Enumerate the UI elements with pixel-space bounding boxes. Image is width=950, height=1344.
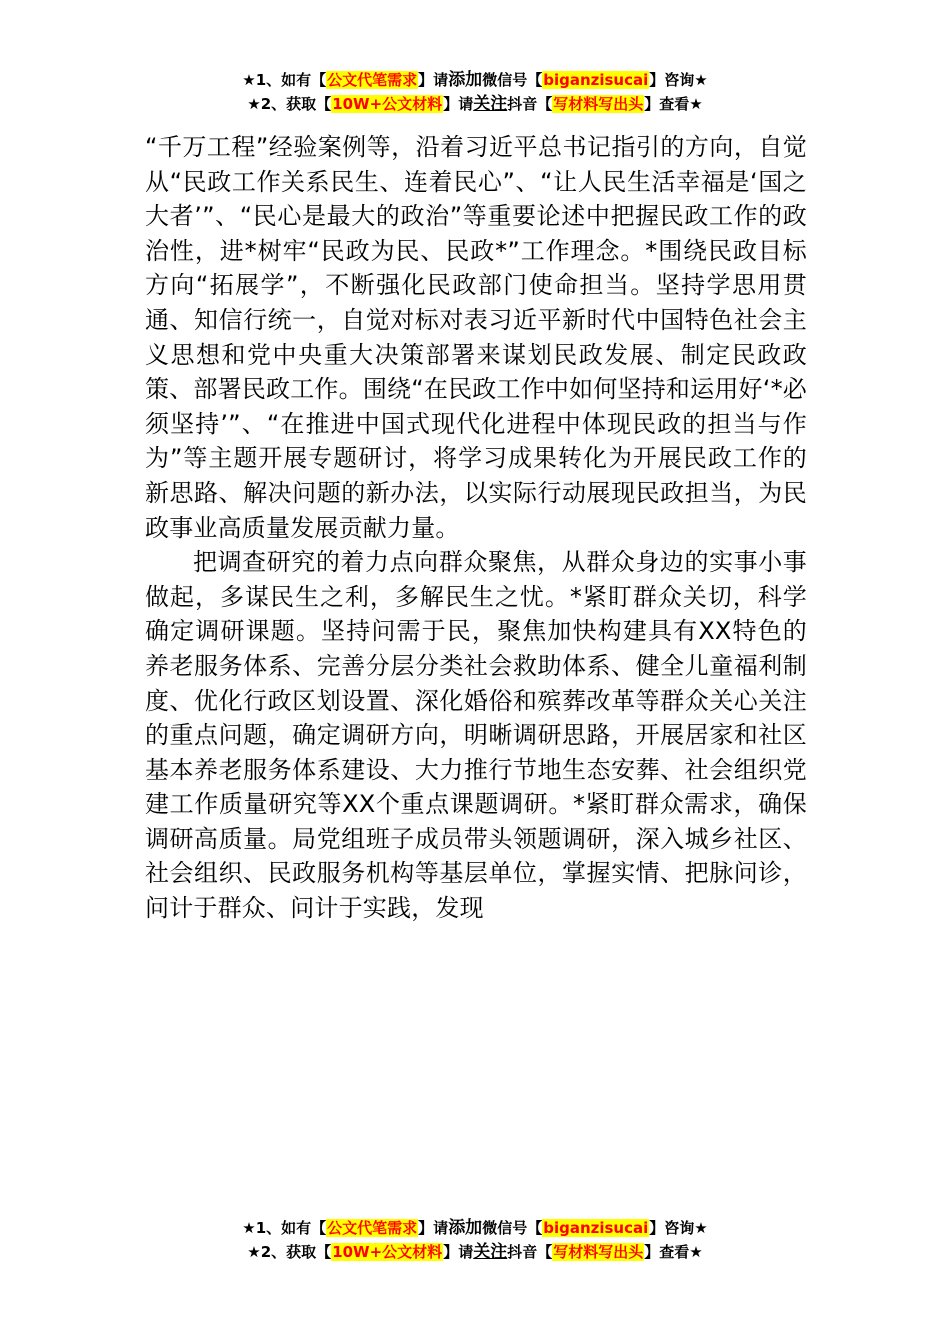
promo-highlight-wechat-id: biganzisucai [543,71,649,89]
promo-line-2 [0,1240,950,1264]
promo-emphasis: 关注 [473,1242,508,1262]
promo-highlight-materials: 10W+公文材料 [332,95,443,113]
promo-text: 微信号【 [482,71,543,89]
promo-emphasis: 添加 [448,70,483,90]
promo-text: 】请 [418,71,449,89]
document-body [145,130,807,926]
promo-prefix: ★1、如有【 [242,71,327,89]
promo-prefix: ★2、获取【 [247,1243,332,1261]
promo-emphasis: 添加 [448,1218,483,1238]
promo-highlight-service: 公文代笔需求 [327,1219,418,1237]
promo-text: 】请 [443,95,474,113]
promo-emphasis: 关注 [473,94,508,114]
footer-promo-banner [0,1216,950,1264]
promo-highlight-materials: 10W+公文材料 [332,1243,443,1261]
promo-text: 抖音【 [507,95,553,113]
promo-text: 】请 [418,1219,449,1237]
promo-suffix: 】咨询★ [649,1219,708,1237]
promo-line-1 [0,1216,950,1240]
promo-line-2 [0,92,950,116]
promo-prefix: ★1、如有【 [242,1219,327,1237]
promo-suffix: 】咨询★ [649,71,708,89]
promo-text: 抖音【 [507,1243,553,1261]
body-paragraph-1: “千万工程”经验案例等，沿着习近平总书记指引的方向，自觉从“民政工作关系民生、连着民心”、“让人民生活幸福是‘国之大者’”、“民心是最大的政治”等重要论述中把握民政工作的政治性，进*树牢“民政为民、民政*”工作理念。*围绕民政目标方向“拓展学”，不断强化民政部门使命担当。坚持学思用贯通、知信行统一，自觉对标对表习近平新时代中国特色社会主义思想和党中央重大决策部署来谋划民政发展、制定民政政策、部署民政工作。围绕“在民政工作中如何坚持和运用好‘*必须坚持’”、“在推进中国式现代化进程中体现民政的担当与作为”等主题开展专题研讨，将学习成果转化为开展民政工作的新思路、解决问题的新办法，以实际行动展现民政担当，为民政事业高质量发展贡献力量。 [145,133,807,542]
promo-suffix: 】查看★ [644,95,703,113]
promo-prefix: ★2、获取【 [247,95,332,113]
promo-highlight-service: 公文代笔需求 [327,71,418,89]
promo-text: 】请 [443,1243,474,1261]
promo-highlight-account: 写材料写出头 [553,1243,644,1261]
promo-highlight-wechat-id: biganzisucai [543,1219,649,1237]
promo-highlight-account: 写材料写出头 [553,95,644,113]
promo-text: 微信号【 [482,1219,543,1237]
promo-line-1 [0,68,950,92]
header-promo-banner [0,68,950,116]
promo-suffix: 】查看★ [644,1243,703,1261]
body-paragraph-2: 把调查研究的着力点向群众聚焦，从群众身边的实事小事做起，多谋民生之利，多解民生之忧。*紧盯群众关切，科学确定调研课题。坚持问需于民，聚焦加快构建具有XX特色的养老服务体系、完善分层分类社会救助体系、健全儿童福利制度、优化行政区划设置、深化婚俗和殡葬改革等群众关心关注的重点问题，确定调研方向，明晰调研思路，开展居家和社区基本养老服务体系建设、大力推行节地生态安葬、社会组织党建工作质量研究等XX个重点课题调研。*紧盯群众需求，确保调研高质量。局党组班子成员带头领题调研，深入城乡社区、社会组织、民政服务机构等基层单位，掌握实情、把脉问诊，问计于群众、问计于实践，发现 [145,548,807,923]
